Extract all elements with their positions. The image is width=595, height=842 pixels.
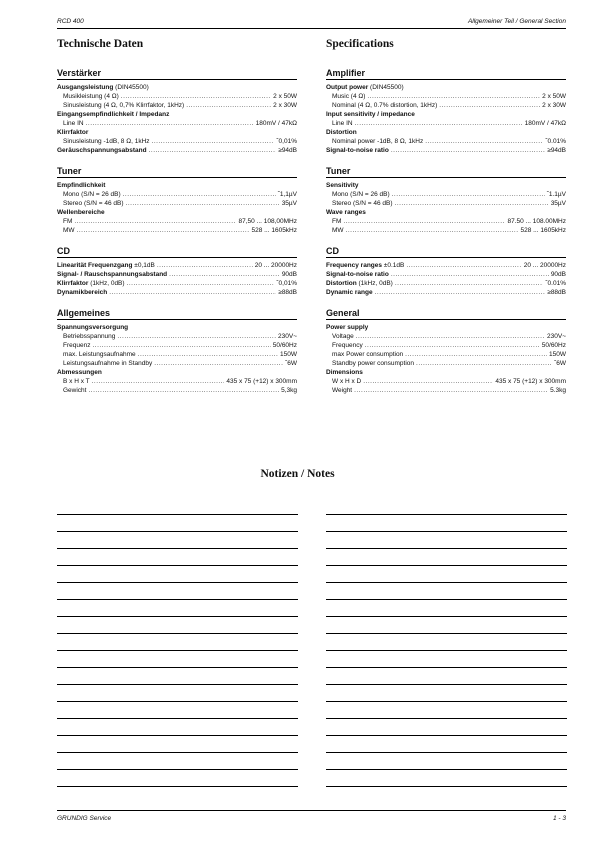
note-line: [326, 752, 567, 753]
section-heading: Tuner: [57, 166, 297, 178]
section-heading: Amplifier: [326, 68, 566, 80]
note-line: [57, 786, 298, 787]
section-heading: CD: [326, 246, 566, 258]
spec-row: Geräuschspannungsabstand ..... ≥94dB: [57, 146, 297, 155]
note-line: [326, 667, 567, 668]
spec-row: MW ..... 528 ... 1605kHz: [57, 226, 297, 235]
note-line: [326, 769, 567, 770]
spec-row: Linearität Frequenzgang ±0,1dB ..... 20 ... 20000Hz: [57, 261, 297, 270]
note-line: [326, 650, 567, 651]
note-line: [57, 752, 298, 753]
spec-subheading: Dimensions: [326, 369, 363, 376]
notes-lines-left: [57, 514, 298, 803]
model-label: RCD 400: [57, 18, 84, 25]
section-heading: Tuner: [326, 166, 566, 178]
spec-row: Musikleistung (4 Ω) ..... 2 x 50W: [57, 92, 297, 101]
note-line: [57, 633, 298, 634]
spec-row: FM ..... 87,50 ... 108,00MHz: [57, 217, 297, 226]
spec-row: Nominal power -1dB, 8 Ω, 1kHz ..... ˇ0.01%: [326, 137, 566, 146]
spec-row: Ausgangsleistung (DIN45500): [57, 84, 149, 91]
note-line: [57, 514, 298, 515]
note-line: [326, 565, 567, 566]
spec-subheading: Wave ranges: [326, 209, 366, 216]
spec-row: Leistungsaufnahme in Standby ..... ˇ6W: [57, 359, 297, 368]
spec-subheading: Power supply: [326, 324, 369, 331]
page-footer: [57, 810, 566, 823]
german-column: [57, 38, 297, 395]
section-heading: Verstärker: [57, 68, 297, 80]
note-line: [326, 718, 567, 719]
note-line: [57, 582, 298, 583]
spec-row: W x H x D ..... 435 x 75 (+12) x 300mm: [326, 377, 566, 386]
brand-label: GRUNDIG Service: [57, 815, 112, 822]
note-line: [326, 616, 567, 617]
note-line: [57, 667, 298, 668]
spec-row: Standby power consumption ..... ˇ6W: [326, 359, 566, 368]
spec-row: Mono (S/N = 26 dB) ..... ˇ1,1µV: [57, 190, 297, 199]
note-line: [57, 616, 298, 617]
section-label: Allgemeiner Teil / General Section: [467, 18, 566, 25]
note-line: [57, 548, 298, 549]
spec-row: Line IN ..... 180mV / 47kΩ: [326, 119, 566, 128]
spec-row: Stereo (S/N = 46 dB) ..... 35µV: [326, 199, 566, 208]
section-heading: CD: [57, 246, 297, 258]
spec-row: Mono (S/N = 26 dB) ..... ˇ1.1µV: [326, 190, 566, 199]
note-line: [326, 735, 567, 736]
spec-row: Sinusleistung (4 Ω, 0,7% Klirrfaktor, 1kHz) ..... 2 x 30W: [57, 101, 297, 110]
note-line: [326, 701, 567, 702]
spec-row: FM ..... 87.50 ... 108.00MHz: [326, 217, 566, 226]
note-line: [326, 786, 567, 787]
spec-row: Distortion (1kHz, 0dB) ..... ˇ0.01%: [326, 279, 566, 288]
page-number: 1 - 3: [552, 815, 566, 822]
note-line: [57, 718, 298, 719]
spec-subheading: Eingangsempfindlichkeit / Impedanz: [57, 111, 170, 118]
page-header: [57, 16, 566, 29]
spec-subheading: Sensitivity: [326, 182, 359, 189]
spec-subheading: Wellenbereiche: [57, 209, 105, 216]
note-line: [57, 769, 298, 770]
section-general-en: [326, 308, 566, 395]
spec-row: Line IN ..... 180mV / 47kΩ: [57, 119, 297, 128]
section-heading: General: [326, 308, 566, 320]
note-line: [326, 514, 567, 515]
spec-row: MW ..... 528 ... 1605kHz: [326, 226, 566, 235]
spec-row: Signal-to-noise ratio ..... ≥94dB: [326, 146, 566, 155]
spec-row: Signal- / Rauschspannungsabstand ..... 90dB: [57, 270, 297, 279]
page-title-en: Specifications: [326, 38, 394, 50]
spec-row: Voltage ..... 230V~: [326, 332, 566, 341]
section-tuner-de: [57, 166, 297, 235]
page-title-de: Technische Daten: [57, 38, 144, 50]
note-line: [57, 531, 298, 532]
spec-subheading: Empfindlichkeit: [57, 182, 106, 189]
note-line: [326, 531, 567, 532]
english-column: [326, 38, 566, 395]
spec-row: Dynamikbereich ..... ≥88dB: [57, 288, 297, 297]
spec-subheading: Klirrfaktor: [57, 129, 89, 136]
section-amplifier-de: [57, 68, 297, 155]
spec-row: Music (4 Ω) ..... 2 x 50W: [326, 92, 566, 101]
spec-row: Frequency ..... 50/60Hz: [326, 341, 566, 350]
section-cd-en: [326, 246, 566, 297]
spec-row: Sinusleistung -1dB, 8 Ω, 1kHz ..... ˇ0,01%: [57, 137, 297, 146]
spec-row: max Power consumption ..... 150W: [326, 350, 566, 359]
spec-row: Dynamic range ..... ≥88dB: [326, 288, 566, 297]
note-line: [57, 684, 298, 685]
spec-row: Nominal (4 Ω, 0.7% distortion, 1kHz) ..... 2 x 30W: [326, 101, 566, 110]
section-general-de: [57, 308, 297, 395]
notes-title: Notizen / Notes: [260, 468, 335, 480]
note-line: [326, 599, 567, 600]
spec-row: B x H x T ..... 435 x 75 (+12) x 300mm: [57, 377, 297, 386]
spec-subheading: Abmessungen: [57, 369, 102, 376]
spec-row: Output power (DIN45500): [326, 84, 404, 91]
spec-row: Signal-to-noise ratio ..... 90dB: [326, 270, 566, 279]
note-line: [57, 599, 298, 600]
note-line: [57, 735, 298, 736]
section-cd-de: [57, 246, 297, 297]
note-line: [57, 650, 298, 651]
note-line: [326, 582, 567, 583]
spec-row: max. Leistungsaufnahme ..... 150W: [57, 350, 297, 359]
spec-row: Betriebsspannung ..... 230V~: [57, 332, 297, 341]
note-line: [326, 633, 567, 634]
spec-row: Klirrfaktor (1kHz, 0dB) ..... ˇ0,01%: [57, 279, 297, 288]
section-heading: Allgemeines: [57, 308, 297, 320]
notes-lines-right: [326, 514, 567, 803]
spec-subheading: Distortion: [326, 129, 357, 136]
note-line: [326, 548, 567, 549]
spec-row: Frequency ranges ±0.1dB ..... 20 ... 20000Hz: [326, 261, 566, 270]
note-line: [57, 701, 298, 702]
section-tuner-en: [326, 166, 566, 235]
spec-row: Frequenz ..... 50/60Hz: [57, 341, 297, 350]
spec-row: Weight ..... 5.3kg: [326, 386, 566, 395]
spec-row: Gewicht ..... 5,3kg: [57, 386, 297, 395]
spec-subheading: Input sensitivity / impedance: [326, 111, 415, 118]
spec-subheading: Spannungsversorgung: [57, 324, 129, 331]
note-line: [57, 565, 298, 566]
note-line: [326, 684, 567, 685]
spec-row: Stereo (S/N = 46 dB) ..... 35µV: [57, 199, 297, 208]
section-amplifier-en: [326, 68, 566, 155]
